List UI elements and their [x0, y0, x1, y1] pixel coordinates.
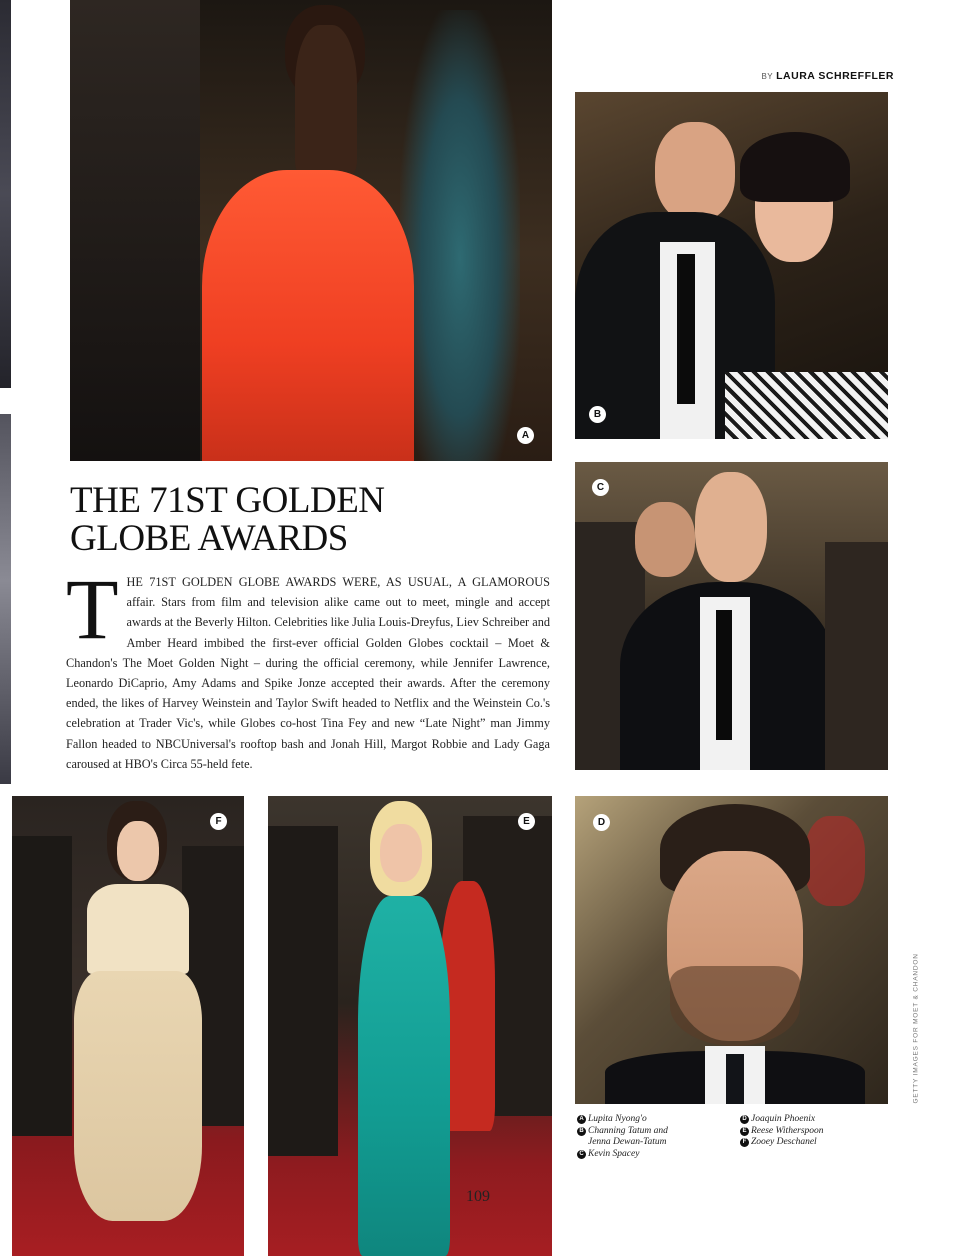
captions-left: [577, 1114, 727, 1160]
headline-line-2: GLOBE AWARDS: [70, 518, 348, 559]
article-dropcap: T: [66, 561, 119, 657]
caption-c-marker: C: [577, 1150, 586, 1159]
article-text: HE 71ST GOLDEN GLOBE AWARDS WERE, AS USUAL, A GLAMOROUS affair. Stars from film and television alike came out to meet, mingle and accept awards at the Beverly Hilton. Celebrities like Julia Louis-Dreyfus, Liev Schreiber and Amber Heard imbibed the first-ever official Golden Globes cocktail – Moet & Chandon's The Moet Golden Night – during the official ceremony, while Jennifer Lawrence, Leonardo DiCaprio, Amy Adams and Spike Jonze accepted their awards. After the ceremony ended, the likes of Harvey Weinstein and Taylor Swift headed to Netflix and the Weinstein Co.'s celebration at Trader Vic's, while Globes co-host Tina Fey and new “Late Night” man Jimmy Fallon headed to NBCUniversal's rooftop bash and Jonah Hill, Margot Robbie and Lady Gaga caroused at HBO's Circa 55-held fete.: [66, 575, 550, 771]
photo-e-reese-witherspoon: [268, 796, 552, 1256]
photo-b-badge: B: [589, 406, 606, 423]
photo-f-badge: F: [210, 813, 227, 830]
photo-e-badge: E: [518, 813, 535, 830]
photo-c-badge: C: [592, 479, 609, 496]
caption-d-name: Joaquin Phoenix: [751, 1114, 816, 1124]
edge-photo-top: [0, 0, 11, 388]
caption-c: [577, 1149, 727, 1161]
article-headline: [70, 482, 540, 558]
photo-b-channing-tatum-jenna-dewan-tatum: [575, 92, 888, 439]
caption-a-name: Lupita Nyong'o: [588, 1114, 647, 1124]
caption-f-name: Zooey Deschanel: [751, 1137, 817, 1147]
caption-a-marker: A: [577, 1115, 586, 1124]
caption-d: [740, 1114, 890, 1126]
caption-b: [577, 1126, 678, 1149]
headline-line-1: THE 71ST GOLDEN: [70, 480, 385, 521]
caption-e: [740, 1126, 890, 1138]
byline-prefix: BY: [761, 72, 774, 81]
photo-c-kevin-spacey: [575, 462, 888, 770]
caption-f: [740, 1137, 890, 1149]
captions-right: [740, 1114, 890, 1149]
photo-f-zooey-deschanel: [12, 796, 244, 1256]
photo-a-badge: A: [517, 427, 534, 444]
byline: [761, 70, 894, 82]
caption-e-marker: E: [740, 1127, 749, 1136]
page-number: 109: [466, 1188, 490, 1205]
article-body: [66, 561, 550, 774]
edge-photo-bottom: [0, 414, 11, 784]
caption-b-marker: B: [577, 1127, 586, 1136]
caption-d-marker: D: [740, 1115, 749, 1124]
caption-a: [577, 1114, 727, 1126]
photo-credit: GETTY IMAGES FOR MOET & CHANDON: [912, 953, 920, 1104]
photo-d-badge: D: [593, 814, 610, 831]
photo-a-lupita-nyongo: [70, 0, 552, 461]
caption-b-name: Channing Tatum and Jenna Dewan-Tatum: [588, 1125, 668, 1147]
caption-f-marker: F: [740, 1138, 749, 1147]
byline-author: LAURA SCHREFFLER: [776, 70, 894, 82]
caption-e-name: Reese Witherspoon: [751, 1125, 824, 1136]
photo-d-joaquin-phoenix: [575, 796, 888, 1104]
caption-c-name: Kevin Spacey: [588, 1148, 640, 1159]
